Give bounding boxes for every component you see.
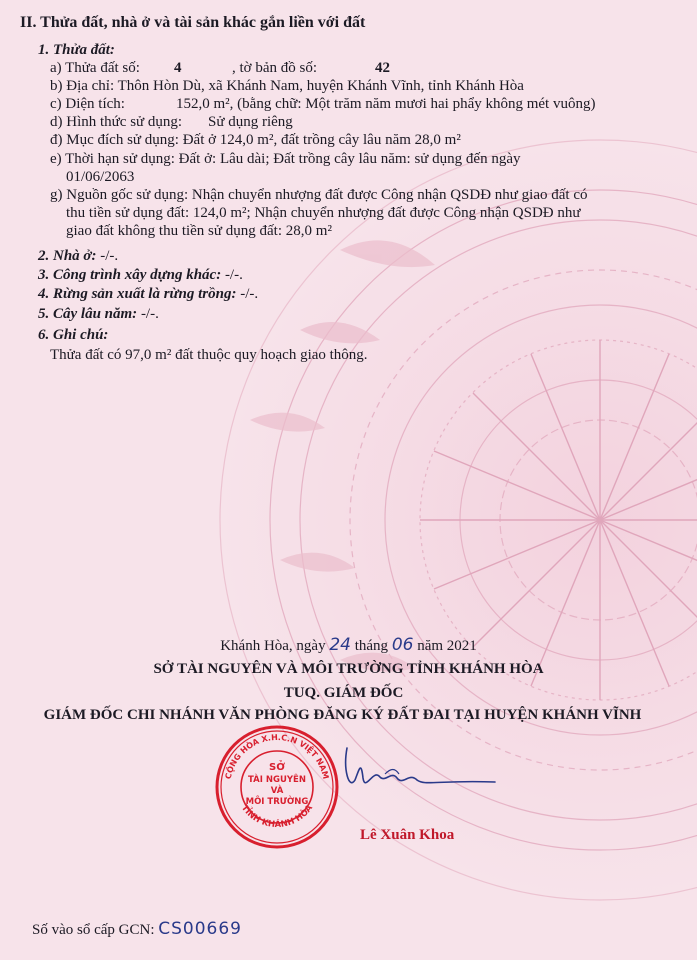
map-sheet-number: 42 bbox=[375, 60, 390, 76]
signer-name: Lê Xuân Khoa bbox=[360, 827, 455, 843]
date-month-label: tháng bbox=[354, 638, 389, 654]
origin-line2: thu tiền sử dụng đất: 124,0 m²; Nhận chuyển nhượng đất được Công nhận QSDĐ như bbox=[66, 205, 581, 221]
registry-label: Số vào sổ cấp GCN: bbox=[32, 922, 155, 938]
map-sheet-label: , tờ bản đồ số: bbox=[232, 60, 318, 76]
origin-line3: giao đất không thu tiền sử dụng đất: 28,0 m² bbox=[66, 223, 332, 239]
perennial-row bbox=[38, 305, 159, 323]
registry-number: CS00669 bbox=[158, 919, 242, 939]
section-title: II. Thửa đất, nhà ở và tài sản khác gắn liền với đất bbox=[20, 14, 366, 31]
seal-ring-text: CỘNG HÒA X.H.C.N VIỆT NAM bbox=[223, 732, 331, 780]
date-year: năm 2021 bbox=[417, 638, 477, 654]
construction-row bbox=[38, 266, 243, 284]
position-title: GIÁM ĐỐC CHI NHÁNH VĂN PHÒNG ĐĂNG KÝ ĐẤT ĐAI TẠI HUYỆN KHÁNH VĨNH bbox=[43, 707, 642, 723]
forest-row bbox=[38, 285, 258, 303]
forest-heading: 4. Rừng sản xuất là rừng trồng: bbox=[38, 286, 237, 302]
house-value: -/-. bbox=[100, 248, 119, 264]
construction-value: -/-. bbox=[224, 267, 243, 283]
agency-name: SỞ TÀI NGUYÊN VÀ MÔI TRƯỜNG TỈNH KHÁNH HÒA bbox=[153, 661, 544, 677]
usage-term-line1: e) Thời hạn sử dụng: Đất ở: Lâu dài; Đất trồng cây lâu năm: sử dụng đến ngày bbox=[50, 151, 521, 167]
usage-term-line2: 01/06/2063 bbox=[66, 169, 135, 185]
usage-form-value: Sử dụng riêng bbox=[208, 114, 293, 130]
usage-purpose-line: đ) Mục đích sử dụng: Đất ở 124,0 m², đất trồng cây lâu năm 28,0 m² bbox=[50, 132, 461, 148]
seal-bottom-text: TỈNH KHÁNH HÒA bbox=[238, 803, 316, 830]
notes-heading: 6. Ghi chú: bbox=[38, 327, 109, 343]
land-heading: 1. Thửa đất: bbox=[38, 42, 115, 58]
date-day: 24 bbox=[329, 635, 351, 655]
date-month: 06 bbox=[391, 635, 414, 655]
parcel-number: 4 bbox=[174, 60, 182, 76]
construction-heading: 3. Công trình xây dựng khác: bbox=[38, 267, 222, 283]
house-row bbox=[38, 247, 118, 265]
seal-center-line2: TÀI NGUYÊN bbox=[248, 775, 306, 785]
date-place: Khánh Hòa, ngày bbox=[220, 638, 326, 654]
parcel-label: a) Thửa đất số: bbox=[50, 60, 140, 76]
perennial-value: -/-. bbox=[140, 306, 159, 322]
registry-row bbox=[32, 920, 242, 939]
official-seal bbox=[212, 722, 342, 852]
usage-form-label: d) Hình thức sử dụng: bbox=[50, 114, 183, 130]
area-label: c) Diện tích: bbox=[50, 96, 125, 112]
address-line: b) Địa chỉ: Thôn Hòn Dù, xã Khánh Nam, huyện Khánh Vĩnh, tỉnh Khánh Hòa bbox=[50, 78, 524, 94]
area-value: 152,0 m², (bằng chữ: Một trăm năm mươi hai phẩy không mét vuông) bbox=[176, 96, 596, 112]
handwritten-signature bbox=[325, 740, 505, 810]
date-line bbox=[0, 636, 697, 655]
notes-value: Thửa đất có 97,0 m² đất thuộc quy hoạch giao thông. bbox=[50, 347, 368, 363]
seal-center-line3: VÀ bbox=[270, 786, 284, 796]
origin-line1: g) Nguồn gốc sử dụng: Nhận chuyển nhượng đất được Công nhận QSDĐ như giao đất có bbox=[50, 187, 588, 203]
perennial-heading: 5. Cây lâu năm: bbox=[38, 306, 138, 322]
forest-value: -/-. bbox=[240, 286, 259, 302]
house-heading: 2. Nhà ở: bbox=[38, 248, 97, 264]
seal-center-line4: MÔI TRƯỜNG bbox=[245, 797, 309, 807]
proxy-title: TUQ. GIÁM ĐỐC bbox=[283, 685, 404, 701]
seal-center-line1: SỞ bbox=[269, 762, 285, 773]
